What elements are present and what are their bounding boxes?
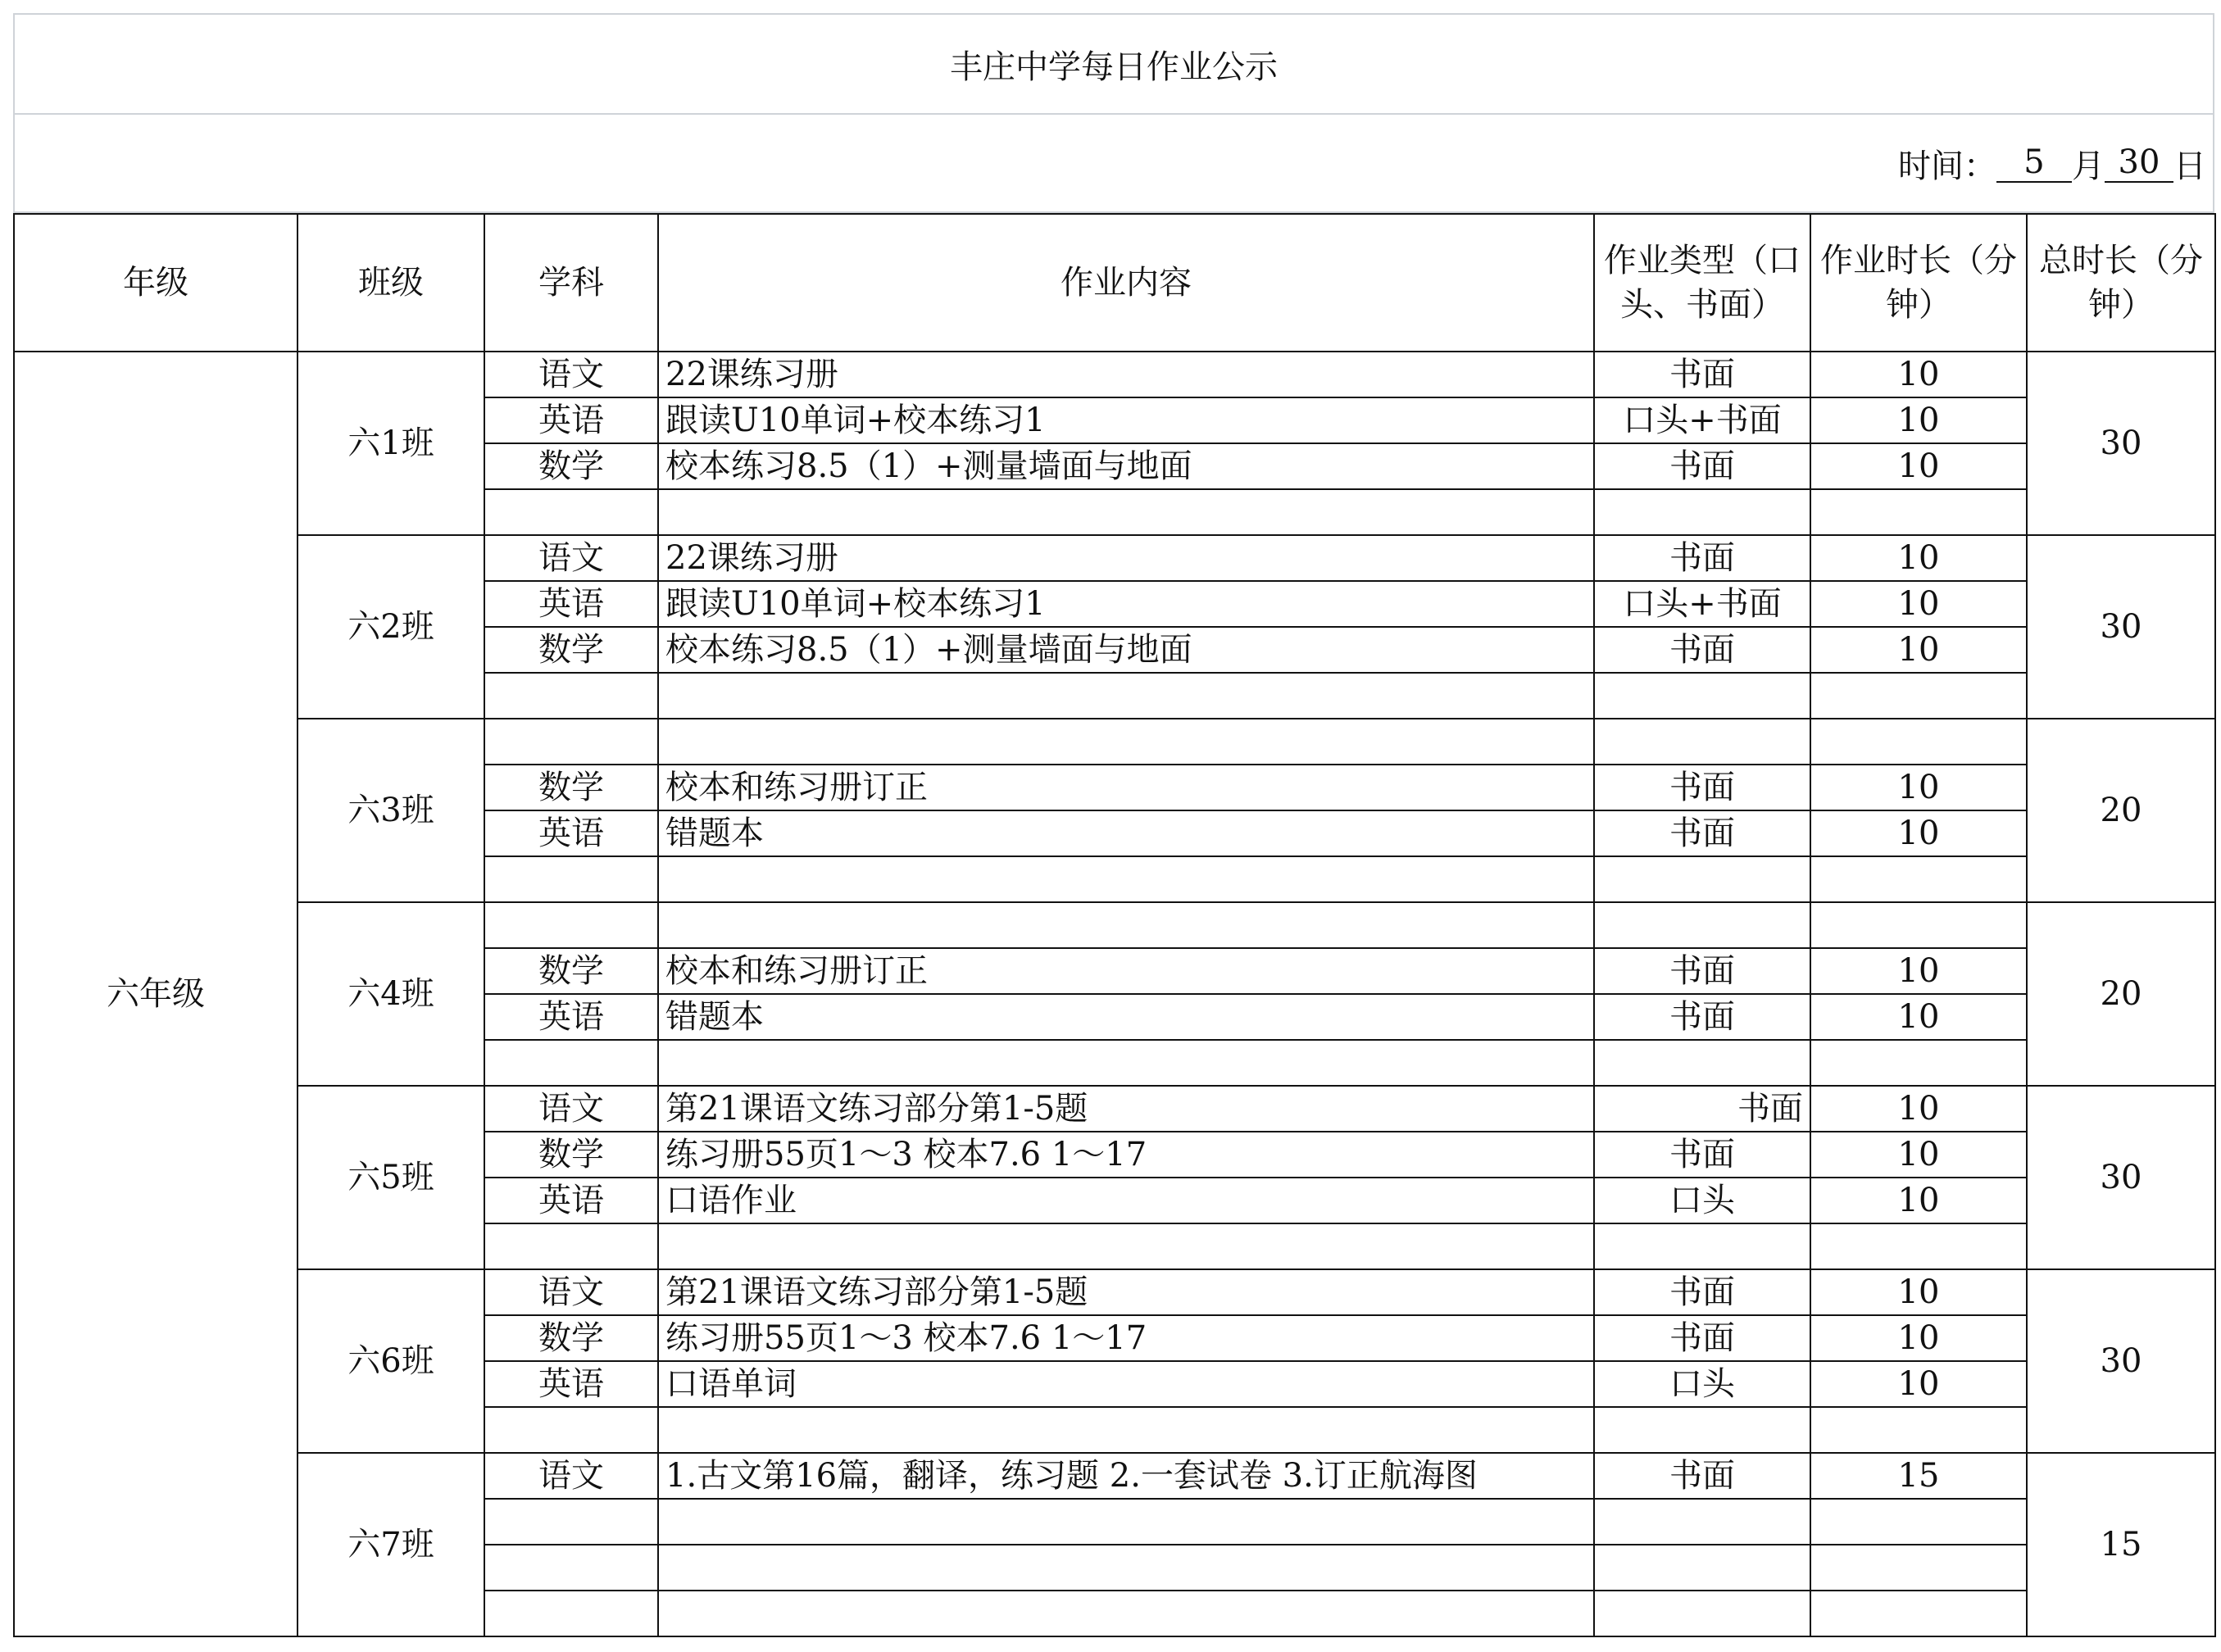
content-cell: 跟读U10单词+校本练习1 [658, 581, 1594, 627]
class-cell: 六3班 [297, 719, 484, 902]
date-label: 时间： [1898, 147, 1996, 185]
type-cell: 书面 [1594, 1315, 1810, 1361]
grade-cell: 六年级 [14, 352, 297, 1636]
duration-cell [1810, 1040, 2027, 1086]
content-cell: 1.古文第16篇，翻译，练习题 2.一套试卷 3.订正航海图 [658, 1453, 1594, 1499]
duration-cell [1810, 1223, 2027, 1269]
header-row [14, 214, 2215, 352]
table-row [14, 1086, 2215, 1132]
subject-cell: 语文 [484, 1269, 658, 1315]
subject-cell [484, 1591, 658, 1636]
content-cell [658, 673, 1594, 719]
subject-cell [484, 719, 658, 765]
content-cell [658, 1591, 1594, 1636]
content-cell: 第21课语文练习部分第1-5题 [658, 1269, 1594, 1315]
class-cell: 六1班 [297, 352, 484, 535]
type-cell: 口头 [1594, 1361, 1810, 1407]
subject-cell: 英语 [484, 397, 658, 443]
type-cell [1594, 719, 1810, 765]
duration-cell [1810, 1591, 2027, 1636]
subject-cell [484, 1040, 658, 1086]
type-cell [1594, 1223, 1810, 1269]
total-cell: 15 [2027, 1453, 2215, 1636]
content-cell [658, 1040, 1594, 1086]
subject-cell: 数学 [484, 948, 658, 994]
content-cell: 校本练习8.5（1）+测量墙面与地面 [658, 443, 1594, 489]
duration-cell [1810, 1545, 2027, 1591]
header-content: 作业内容 [658, 214, 1594, 352]
total-cell: 20 [2027, 719, 2215, 902]
table-row [14, 352, 2215, 397]
content-cell [658, 1499, 1594, 1545]
type-cell: 书面 [1594, 765, 1810, 810]
class-cell: 六5班 [297, 1086, 484, 1269]
content-cell: 口语单词 [658, 1361, 1594, 1407]
subject-cell: 英语 [484, 1361, 658, 1407]
subject-cell: 语文 [484, 1453, 658, 1499]
type-cell: 书面 [1594, 627, 1810, 673]
type-cell [1594, 856, 1810, 902]
date-day-suffix: 日 [2173, 147, 2206, 185]
table-row [14, 1269, 2215, 1315]
type-cell [1594, 1407, 1810, 1453]
homework-table [13, 213, 2216, 1637]
header-grade: 年级 [14, 214, 297, 352]
duration-cell: 10 [1810, 443, 2027, 489]
total-cell: 30 [2027, 1086, 2215, 1269]
subject-cell: 英语 [484, 1178, 658, 1223]
subject-cell: 语文 [484, 535, 658, 581]
type-cell: 书面 [1594, 1453, 1810, 1499]
type-cell: 书面 [1594, 994, 1810, 1040]
subject-cell: 英语 [484, 581, 658, 627]
duration-cell [1810, 719, 2027, 765]
content-cell: 错题本 [658, 810, 1594, 856]
type-cell [1594, 1499, 1810, 1545]
duration-cell: 10 [1810, 352, 2027, 397]
type-cell: 口头+书面 [1594, 581, 1810, 627]
subject-cell: 语文 [484, 352, 658, 397]
duration-cell: 10 [1810, 627, 2027, 673]
type-cell: 书面 [1594, 1269, 1810, 1315]
type-cell: 口头+书面 [1594, 397, 1810, 443]
duration-cell [1810, 673, 2027, 719]
duration-cell [1810, 1499, 2027, 1545]
table-row [14, 719, 2215, 765]
subject-cell: 英语 [484, 810, 658, 856]
duration-cell: 10 [1810, 1315, 2027, 1361]
subject-cell [484, 1223, 658, 1269]
subject-cell [484, 856, 658, 902]
duration-cell: 10 [1810, 948, 2027, 994]
subject-cell [484, 1407, 658, 1453]
duration-cell: 10 [1810, 765, 2027, 810]
sheet-title [13, 13, 2214, 113]
type-cell: 书面 [1594, 948, 1810, 994]
subject-cell [484, 489, 658, 535]
subject-cell: 语文 [484, 1086, 658, 1132]
total-cell: 30 [2027, 535, 2215, 719]
duration-cell: 10 [1810, 397, 2027, 443]
subject-cell: 英语 [484, 994, 658, 1040]
header-class: 班级 [297, 214, 484, 352]
table-row [14, 535, 2215, 581]
type-cell [1594, 902, 1810, 948]
content-cell: 错题本 [658, 994, 1594, 1040]
class-cell: 六7班 [297, 1453, 484, 1636]
subject-cell: 数学 [484, 765, 658, 810]
type-cell [1594, 1040, 1810, 1086]
class-cell: 六2班 [297, 535, 484, 719]
total-cell: 20 [2027, 902, 2215, 1086]
homework-sheet [13, 13, 2214, 1637]
duration-cell: 10 [1810, 581, 2027, 627]
content-cell: 练习册55页1～3 校本7.6 1～17 [658, 1132, 1594, 1178]
type-cell: 书面 [1594, 352, 1810, 397]
type-cell [1594, 673, 1810, 719]
duration-cell: 10 [1810, 1361, 2027, 1407]
header-total: 总时长（分钟） [2027, 214, 2215, 352]
content-cell [658, 856, 1594, 902]
type-cell: 书面 [1594, 535, 1810, 581]
total-cell: 30 [2027, 352, 2215, 535]
subject-cell: 数学 [484, 627, 658, 673]
type-cell: 书面 [1594, 810, 1810, 856]
content-cell [658, 1223, 1594, 1269]
content-cell [658, 1545, 1594, 1591]
date-day: 30 [2105, 143, 2173, 183]
subject-cell [484, 1545, 658, 1591]
class-cell: 六6班 [297, 1269, 484, 1453]
content-cell [658, 719, 1594, 765]
table-row [14, 902, 2215, 948]
content-cell: 口语作业 [658, 1178, 1594, 1223]
title-text: 丰庄中学每日作业公示 [950, 48, 1278, 86]
duration-cell: 10 [1810, 1178, 2027, 1223]
duration-cell [1810, 1407, 2027, 1453]
total-cell: 30 [2027, 1269, 2215, 1453]
date-month: 5 [1996, 143, 2072, 183]
type-cell [1594, 1591, 1810, 1636]
content-cell: 练习册55页1～3 校本7.6 1～17 [658, 1315, 1594, 1361]
header-subject: 学科 [484, 214, 658, 352]
content-cell: 22课练习册 [658, 535, 1594, 581]
content-cell [658, 1407, 1594, 1453]
table-body [14, 352, 2215, 1636]
duration-cell: 10 [1810, 1132, 2027, 1178]
duration-cell [1810, 902, 2027, 948]
duration-cell [1810, 856, 2027, 902]
type-cell: 书面 [1594, 443, 1810, 489]
date-line [13, 113, 2214, 213]
subject-cell: 数学 [484, 443, 658, 489]
date-month-suffix: 月 [2072, 147, 2105, 185]
subject-cell: 数学 [484, 1315, 658, 1361]
type-cell [1594, 1545, 1810, 1591]
header-type: 作业类型（口头、书面） [1594, 214, 1810, 352]
subject-cell [484, 902, 658, 948]
type-cell: 书面 [1594, 1132, 1810, 1178]
subject-cell: 数学 [484, 1132, 658, 1178]
subject-cell [484, 673, 658, 719]
duration-cell: 10 [1810, 1269, 2027, 1315]
class-cell: 六4班 [297, 902, 484, 1086]
duration-cell [1810, 489, 2027, 535]
table-row [14, 1453, 2215, 1499]
content-cell: 校本练习8.5（1）+测量墙面与地面 [658, 627, 1594, 673]
content-cell: 22课练习册 [658, 352, 1594, 397]
duration-cell: 10 [1810, 810, 2027, 856]
subject-cell [484, 1499, 658, 1545]
type-cell [1594, 489, 1810, 535]
duration-cell: 15 [1810, 1453, 2027, 1499]
duration-cell: 10 [1810, 535, 2027, 581]
header-duration: 作业时长（分钟） [1810, 214, 2027, 352]
type-cell: 书面 [1594, 1086, 1810, 1132]
content-cell: 校本和练习册订正 [658, 765, 1594, 810]
content-cell: 跟读U10单词+校本练习1 [658, 397, 1594, 443]
duration-cell: 10 [1810, 994, 2027, 1040]
type-cell: 口头 [1594, 1178, 1810, 1223]
content-cell: 第21课语文练习部分第1-5题 [658, 1086, 1594, 1132]
content-cell [658, 489, 1594, 535]
content-cell [658, 902, 1594, 948]
duration-cell: 10 [1810, 1086, 2027, 1132]
content-cell: 校本和练习册订正 [658, 948, 1594, 994]
